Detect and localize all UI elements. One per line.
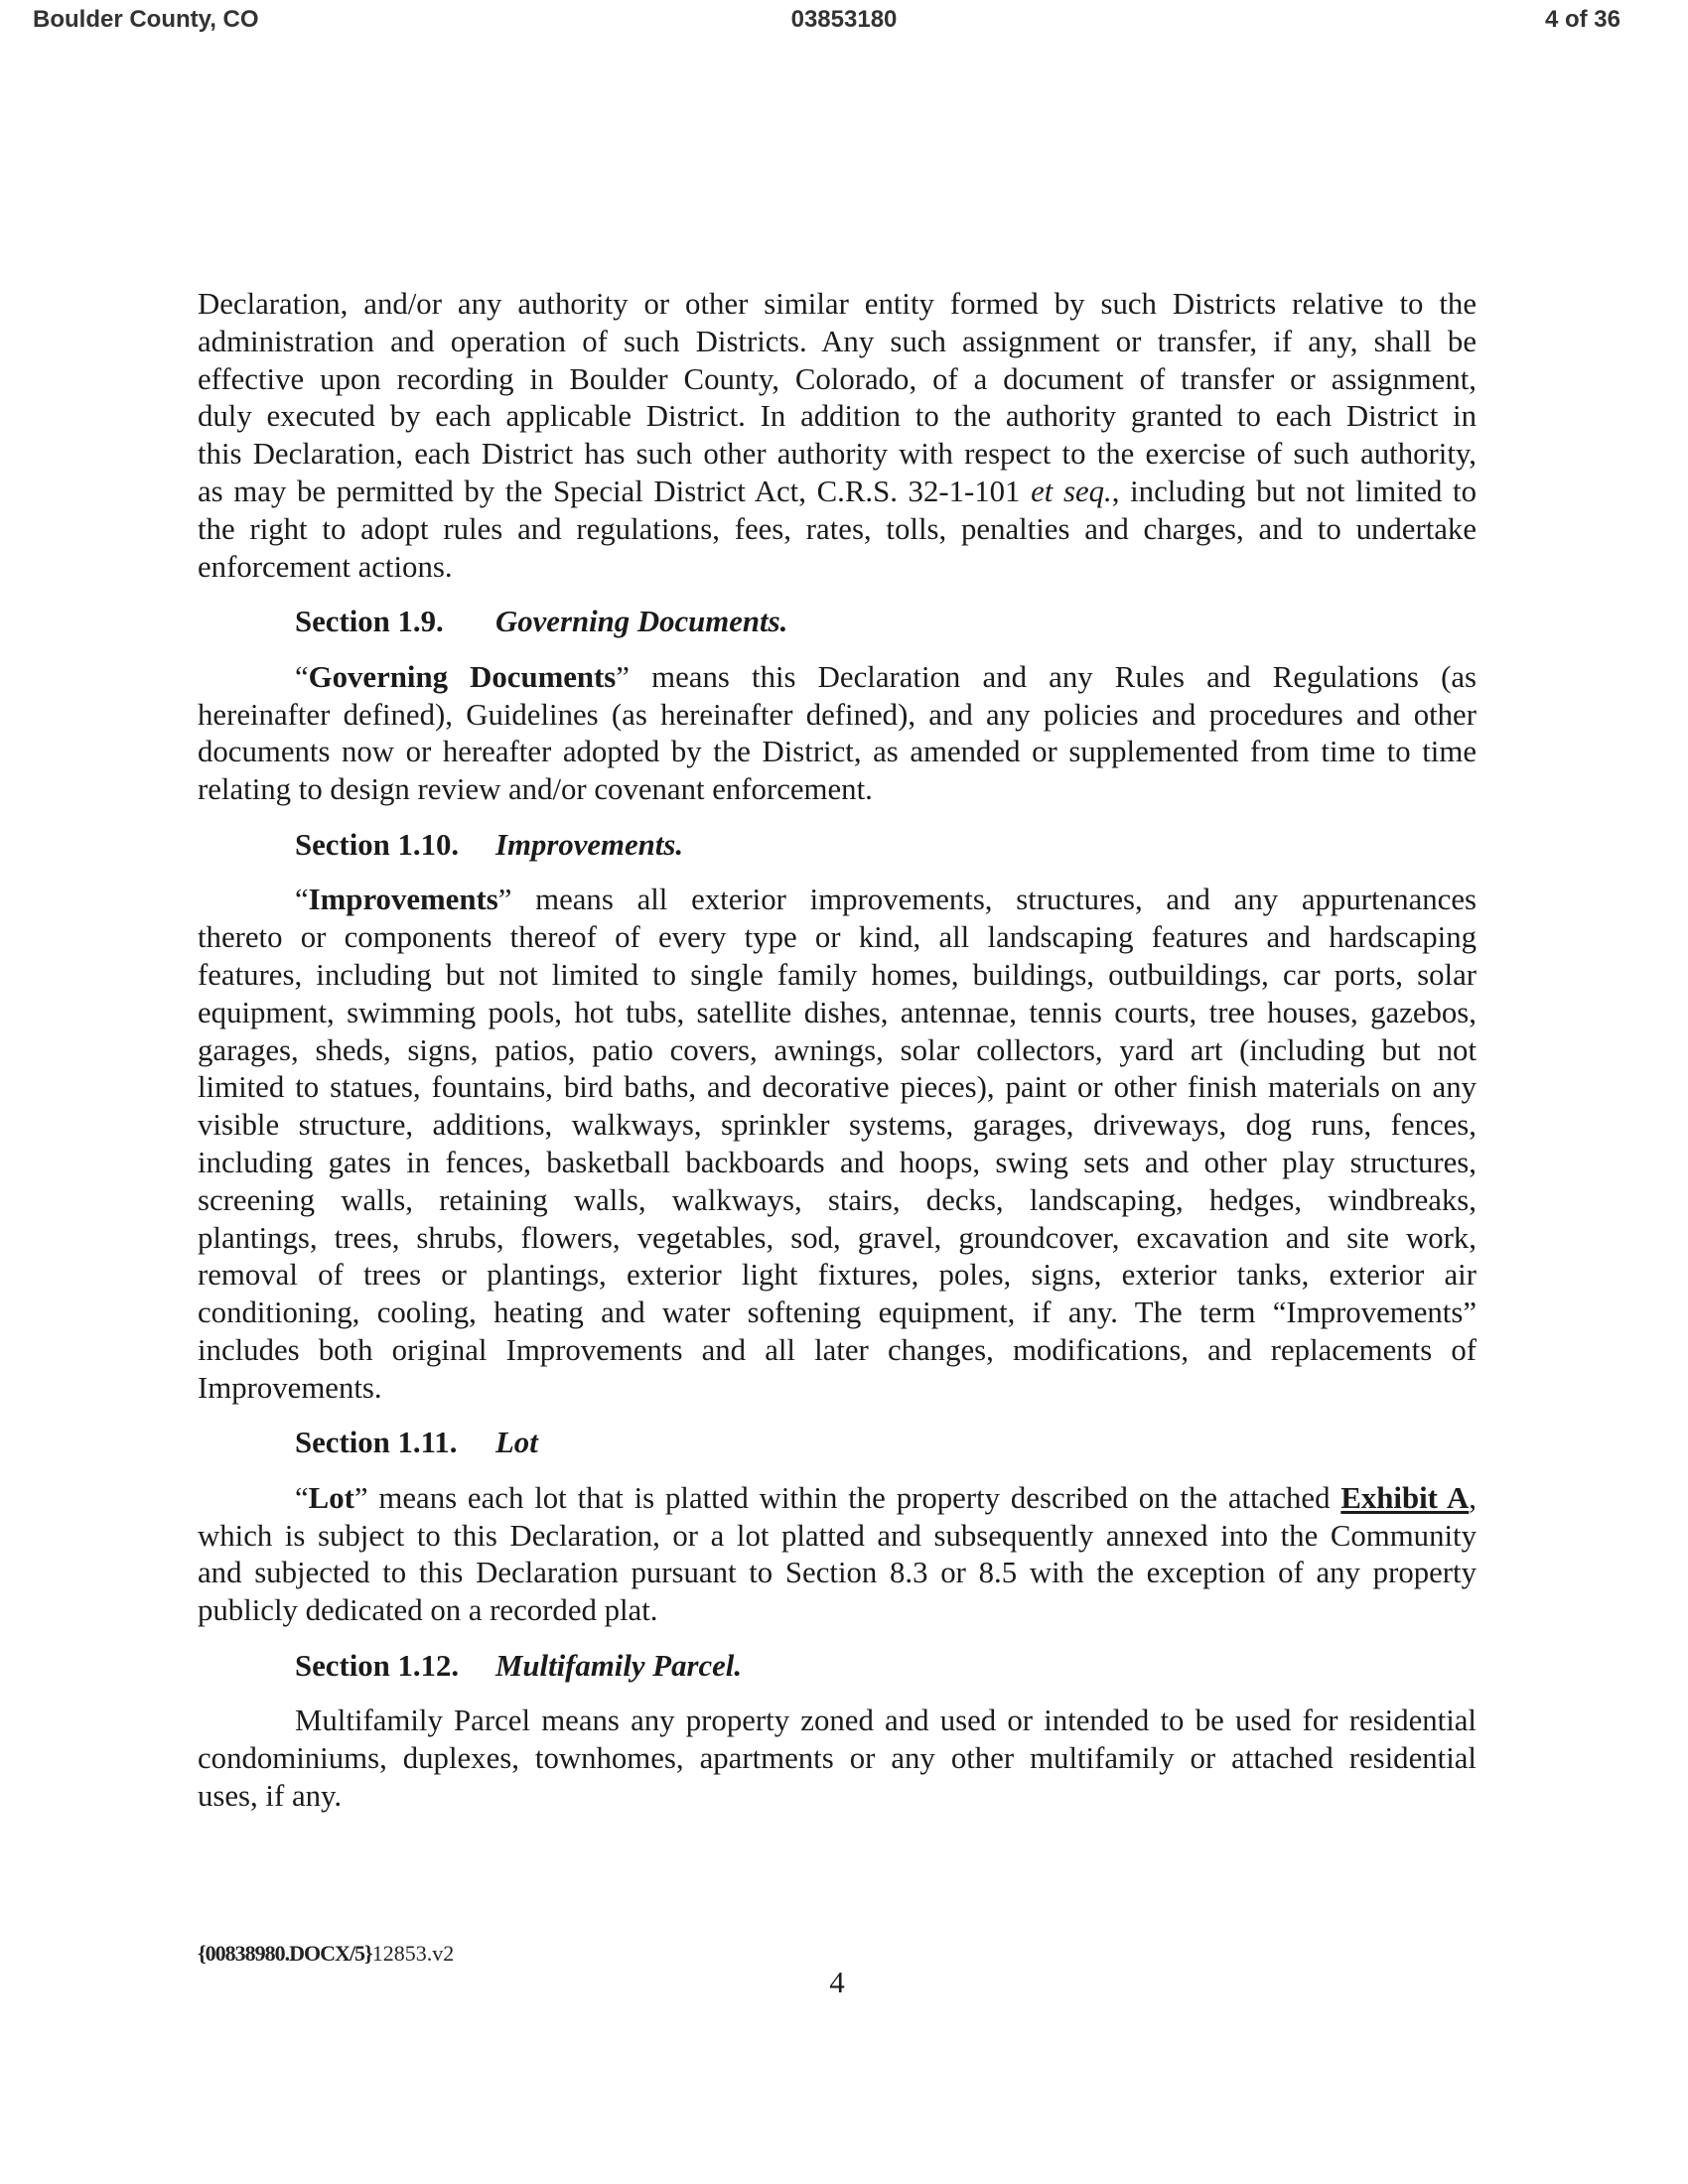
text-segment: ” means all exterior improvements, structures, and any appurtenances — [497, 883, 1477, 917]
section-heading-1-12 — [198, 1648, 1477, 1686]
text-line: hereinafter defined), Guidelines (as hereinafter defined), and any policies and procedures and other — [198, 697, 1477, 732]
footer-document-id-prefix: {00838980.DOCX/5} — [198, 1941, 372, 1966]
text-line: the right to adopt rules and regulations, fees, rates, tolls, penalties and charges, and to undertake — [198, 511, 1477, 546]
document-body — [198, 286, 1477, 1816]
header-county: Boulder County, CO — [33, 6, 259, 33]
section-number: Section 1.10. — [295, 827, 460, 862]
latin-term: et seq. — [1031, 474, 1112, 508]
text-line: includes both original Improvements and all later changes, modifications, and replacements of — [198, 1332, 1477, 1367]
text-segment: , — [1469, 1480, 1477, 1515]
text-line: features, including but not limited to single family homes, buildings, outbuildings, car ports, solar — [198, 957, 1477, 992]
text-line: conditioning, cooling, heating and water softening equipment, if any. The term “Improvements” — [198, 1296, 1477, 1330]
text-line: uses, if any. — [198, 1779, 343, 1814]
quote-mark: “ — [295, 659, 309, 694]
text-line: limited to statues, fountains, bird baths, and decorative pieces), paint or other finish materials on any — [198, 1070, 1477, 1105]
text-line: visible structure, additions, walkways, sprinkler systems, garages, driveways, dog runs, fences, — [198, 1108, 1477, 1143]
defined-term: Improvements — [308, 883, 498, 917]
defined-term: Governing Documents — [308, 659, 617, 694]
text-line: equipment, swimming pools, hot tubs, satellite dishes, antennae, tennis courts, tree houses, gazebos, — [198, 995, 1477, 1029]
section-number: Section 1.9. — [295, 605, 444, 639]
paragraph-lot — [198, 1480, 1477, 1630]
quote-mark: “ — [295, 883, 309, 917]
section-title: Improvements. — [495, 827, 684, 862]
text-segment: ” means each lot that is platted within the property described on the attached — [353, 1480, 1341, 1515]
text-line: including gates in fences, basketball backboards and hoops, swing sets and other play structures, — [198, 1145, 1477, 1179]
text-line: garages, sheds, signs, patios, patio covers, awnings, solar collectors, yard art (including but not — [198, 1032, 1477, 1067]
paragraph-districts-authority — [198, 286, 1477, 586]
text-line: plantings, trees, shrubs, flowers, vegetables, sod, gravel, groundcover, excavation and site work, — [198, 1220, 1477, 1255]
section-number: Section 1.11. — [295, 1426, 458, 1460]
text-line: condominiums, duplexes, townhomes, apartments or any other multifamily or attached residential — [198, 1741, 1477, 1776]
text-line: administration and operation of such Districts. Any such assignment or transfer, if any, shall be — [198, 324, 1477, 358]
section-heading-1-10 — [198, 827, 1477, 865]
section-heading-1-11 — [198, 1425, 1477, 1462]
text-line: Improvements. — [198, 1370, 382, 1405]
section-number: Section 1.12. — [295, 1648, 460, 1683]
text-line: thereto or components thereof of every type or kind, all landscaping features and hardscaping — [198, 920, 1477, 955]
text-line: duly executed by each applicable District. In addition to the authority granted to each District in — [198, 399, 1477, 434]
paragraph-improvements — [198, 882, 1477, 1407]
section-title: Lot — [495, 1426, 538, 1460]
text-line: enforcement actions. — [198, 549, 453, 584]
text-line: Declaration, and/or any authority or other similar entity formed by such Districts relative to the — [198, 287, 1477, 321]
text-line: relating to design review and/or covenant enforcement. — [198, 772, 873, 807]
header-reception-number: 03853180 — [790, 6, 898, 33]
defined-term: Lot — [308, 1480, 354, 1515]
text-line: removal of trees or plantings, exterior light fixtures, poles, signs, exterior tanks, exterior air — [198, 1258, 1477, 1293]
section-title: Multifamily Parcel. — [495, 1648, 743, 1683]
text-line: this Declaration, each District has such other authority with respect to the exercise of such authority, — [198, 437, 1477, 472]
text-segment: , including but not limited to — [1111, 474, 1477, 508]
text-line: documents now or hereafter adopted by the District, as amended or supplemented from time to time — [198, 735, 1477, 769]
text-line: which is subject to this Declaration, or a lot platted and subsequently annexed into the Community — [198, 1518, 1477, 1553]
text-line: and subjected to this Declaration pursuant to Section 8.3 or 8.5 with the exception of any property — [198, 1556, 1477, 1590]
text-line — [198, 882, 1477, 919]
text-line: effective upon recording in Boulder County, Colorado, of a document of transfer or assignment, — [198, 361, 1477, 396]
section-title: Governing Documents. — [495, 605, 788, 639]
text-line: publicly dedicated on a recorded plat. — [198, 1593, 658, 1628]
text-segment: as may be permitted by the Special District Act, C.R.S. 32-1-101 — [198, 474, 1032, 508]
quote-mark: “ — [295, 1480, 309, 1515]
text-line: Multifamily Parcel means any property zoned and used or intended to be used for residential — [295, 1704, 1477, 1738]
exhibit-reference: Exhibit A — [1340, 1480, 1470, 1515]
text-line — [198, 1480, 1477, 1518]
header-page-count: 4 of 36 — [1544, 6, 1620, 33]
paragraph-multifamily-parcel — [198, 1703, 1477, 1815]
paragraph-governing-documents — [198, 659, 1477, 809]
section-heading-1-9 — [198, 604, 1477, 641]
text-line — [198, 659, 1477, 697]
text-line — [198, 474, 1477, 511]
footer-document-id-suffix: 12853.v2 — [371, 1941, 455, 1966]
text-line: screening walls, retaining walls, walkways, stairs, decks, landscaping, hedges, windbreaks, — [198, 1182, 1477, 1217]
text-segment: ” means this Declaration and any Rules and Regulations (as — [616, 659, 1477, 694]
page-number: 4 — [829, 1965, 845, 1999]
